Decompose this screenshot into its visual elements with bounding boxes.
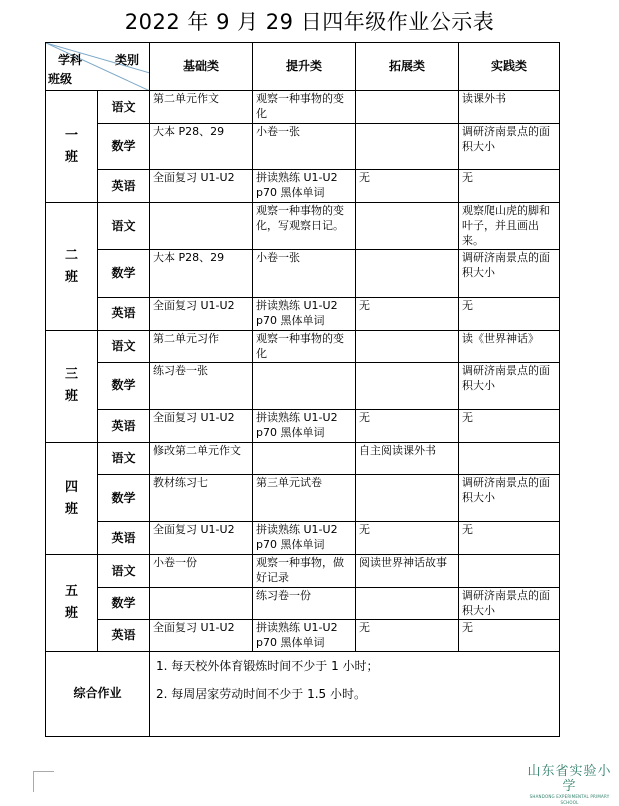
table-row <box>46 475 560 522</box>
practice-cell: 调研济南景点的面积大小 <box>459 249 560 297</box>
subject-cell: 数学 <box>98 124 150 170</box>
subject-cell: 语文 <box>98 443 150 475</box>
subject-cell: 数学 <box>98 475 150 522</box>
basic-cell <box>150 203 253 249</box>
summary-label: 综合作业 <box>46 651 150 736</box>
improve-cell <box>253 362 356 409</box>
column-header-practice: 实践类 <box>459 43 560 91</box>
table-row <box>46 249 560 297</box>
column-header-basic: 基础类 <box>150 43 253 91</box>
practice-cell: 观察爬山虎的脚和叶子，并且画出来。 <box>459 203 560 249</box>
subject-cell: 数学 <box>98 588 150 619</box>
table-row <box>46 330 560 362</box>
page-title: 2022 年 9 月 29 日四年级作业公示表 <box>124 10 495 34</box>
table-row <box>46 170 560 203</box>
column-header-improve: 提升类 <box>253 43 356 91</box>
practice-cell: 无 <box>459 619 560 651</box>
class-name-cell <box>46 330 98 442</box>
improve-cell: 拼读熟练 U1-U2 p70 黑体单词 <box>253 619 356 651</box>
corner-class-label: 班级 <box>48 72 73 86</box>
table-row <box>46 443 560 475</box>
improve-cell: 观察一种事物的变化，写观察日记。 <box>253 203 356 249</box>
improve-cell: 拼读熟练 U1-U2 p70 黑体单词 <box>253 297 356 330</box>
subject-cell: 语文 <box>98 91 150 124</box>
class-name: 三班 <box>64 367 78 405</box>
table-row <box>46 91 560 124</box>
basic-cell: 大本 P28、29 <box>150 124 253 170</box>
practice-cell: 读课外书 <box>459 91 560 124</box>
basic-cell: 小卷一份 <box>150 555 253 588</box>
extend-cell: 无 <box>356 409 459 442</box>
practice-cell: 无 <box>459 522 560 555</box>
extend-cell <box>356 249 459 297</box>
subject-cell: 语文 <box>98 330 150 362</box>
improve-cell: 第三单元试卷 <box>253 475 356 522</box>
class-name-cell <box>46 91 98 203</box>
page-corner-mark <box>33 771 54 792</box>
improve-cell: 拼读熟练 U1-U2 p70 黑体单词 <box>253 409 356 442</box>
practice-cell: 调研济南景点的面积大小 <box>459 124 560 170</box>
extend-cell: 无 <box>356 619 459 651</box>
extend-cell <box>356 91 459 124</box>
table-row <box>46 522 560 555</box>
school-logo-name: 山东省实验小学 <box>527 764 612 794</box>
corner-category-label: 类别 <box>114 53 139 67</box>
improve-cell: 小卷一张 <box>253 124 356 170</box>
basic-cell: 全面复习 U1-U2 <box>150 409 253 442</box>
class-name: 二班 <box>64 247 78 285</box>
practice-cell <box>459 555 560 588</box>
table-row <box>46 588 560 619</box>
extend-cell <box>356 362 459 409</box>
school-logo-english: SHANDONG EXPERIMENTAL PRIMARY SCHOOL <box>529 794 610 805</box>
improve-cell: 练习卷一份 <box>253 588 356 619</box>
extend-cell: 阅读世界神话故事 <box>356 555 459 588</box>
improve-cell <box>253 443 356 475</box>
practice-cell: 调研济南景点的面积大小 <box>459 588 560 619</box>
practice-cell: 调研济南景点的面积大小 <box>459 475 560 522</box>
extend-cell <box>356 588 459 619</box>
improve-cell: 观察一种事物的变化 <box>253 330 356 362</box>
extend-cell <box>356 124 459 170</box>
basic-cell: 大本 P28、29 <box>150 249 253 297</box>
class-name: 四班 <box>64 479 78 517</box>
basic-cell: 第二单元作文 <box>150 91 253 124</box>
summary-content <box>150 651 560 736</box>
subject-cell: 英语 <box>98 619 150 651</box>
homework-table <box>45 42 560 737</box>
basic-cell: 第二单元习作 <box>150 330 253 362</box>
summary-item: 2. 每周居家劳动时间不少于 1.5 小时。 <box>156 686 366 701</box>
subject-cell: 英语 <box>98 297 150 330</box>
column-header-extend: 拓展类 <box>356 43 459 91</box>
basic-cell: 修改第二单元作文 <box>150 443 253 475</box>
subject-cell: 英语 <box>98 170 150 203</box>
table-row <box>46 362 560 409</box>
improve-cell: 拼读熟练 U1-U2 p70 黑体单词 <box>253 170 356 203</box>
basic-cell: 全面复习 U1-U2 <box>150 619 253 651</box>
subject-cell: 语文 <box>98 555 150 588</box>
extend-cell: 无 <box>356 170 459 203</box>
basic-cell: 练习卷一张 <box>150 362 253 409</box>
improve-cell: 拼读熟练 U1-U2 p70 黑体单词 <box>253 522 356 555</box>
summary-row <box>46 651 560 736</box>
practice-cell: 读《世界神话》 <box>459 330 560 362</box>
extend-cell: 自主阅读课外书 <box>356 443 459 475</box>
corner-subject-label: 学科 <box>58 53 83 67</box>
school-logo <box>522 764 617 805</box>
basic-cell: 全面复习 U1-U2 <box>150 522 253 555</box>
basic-cell: 教材练习七 <box>150 475 253 522</box>
class-name-cell <box>46 555 98 651</box>
extend-cell <box>356 330 459 362</box>
class-name: 五班 <box>64 584 78 621</box>
subject-cell: 数学 <box>98 362 150 409</box>
practice-cell: 调研济南景点的面积大小 <box>459 362 560 409</box>
basic-cell: 全面复习 U1-U2 <box>150 170 253 203</box>
basic-cell <box>150 588 253 619</box>
extend-cell: 无 <box>356 297 459 330</box>
subject-cell: 数学 <box>98 249 150 297</box>
improve-cell: 观察一种事物的变化 <box>253 91 356 124</box>
extend-cell <box>356 203 459 249</box>
class-name-cell <box>46 443 98 555</box>
header-corner-cell <box>46 43 150 91</box>
practice-cell: 无 <box>459 409 560 442</box>
class-name-cell <box>46 203 98 330</box>
practice-cell: 无 <box>459 170 560 203</box>
practice-cell <box>459 443 560 475</box>
table-row <box>46 555 560 588</box>
subject-cell: 英语 <box>98 409 150 442</box>
extend-cell: 无 <box>356 522 459 555</box>
summary-item: 1. 每天校外体育锻炼时间不少于 1 小时； <box>156 658 379 673</box>
table-row <box>46 124 560 170</box>
table-row <box>46 409 560 442</box>
improve-cell: 观察一种事物，做好记录 <box>253 555 356 588</box>
practice-cell: 无 <box>459 297 560 330</box>
subject-cell: 语文 <box>98 203 150 249</box>
basic-cell: 全面复习 U1-U2 <box>150 297 253 330</box>
class-name: 一班 <box>64 127 78 165</box>
table-row <box>46 619 560 651</box>
table-row <box>46 203 560 249</box>
subject-cell: 英语 <box>98 522 150 555</box>
table-row <box>46 297 560 330</box>
header-row <box>46 43 560 91</box>
improve-cell: 小卷一张 <box>253 249 356 297</box>
extend-cell <box>356 475 459 522</box>
